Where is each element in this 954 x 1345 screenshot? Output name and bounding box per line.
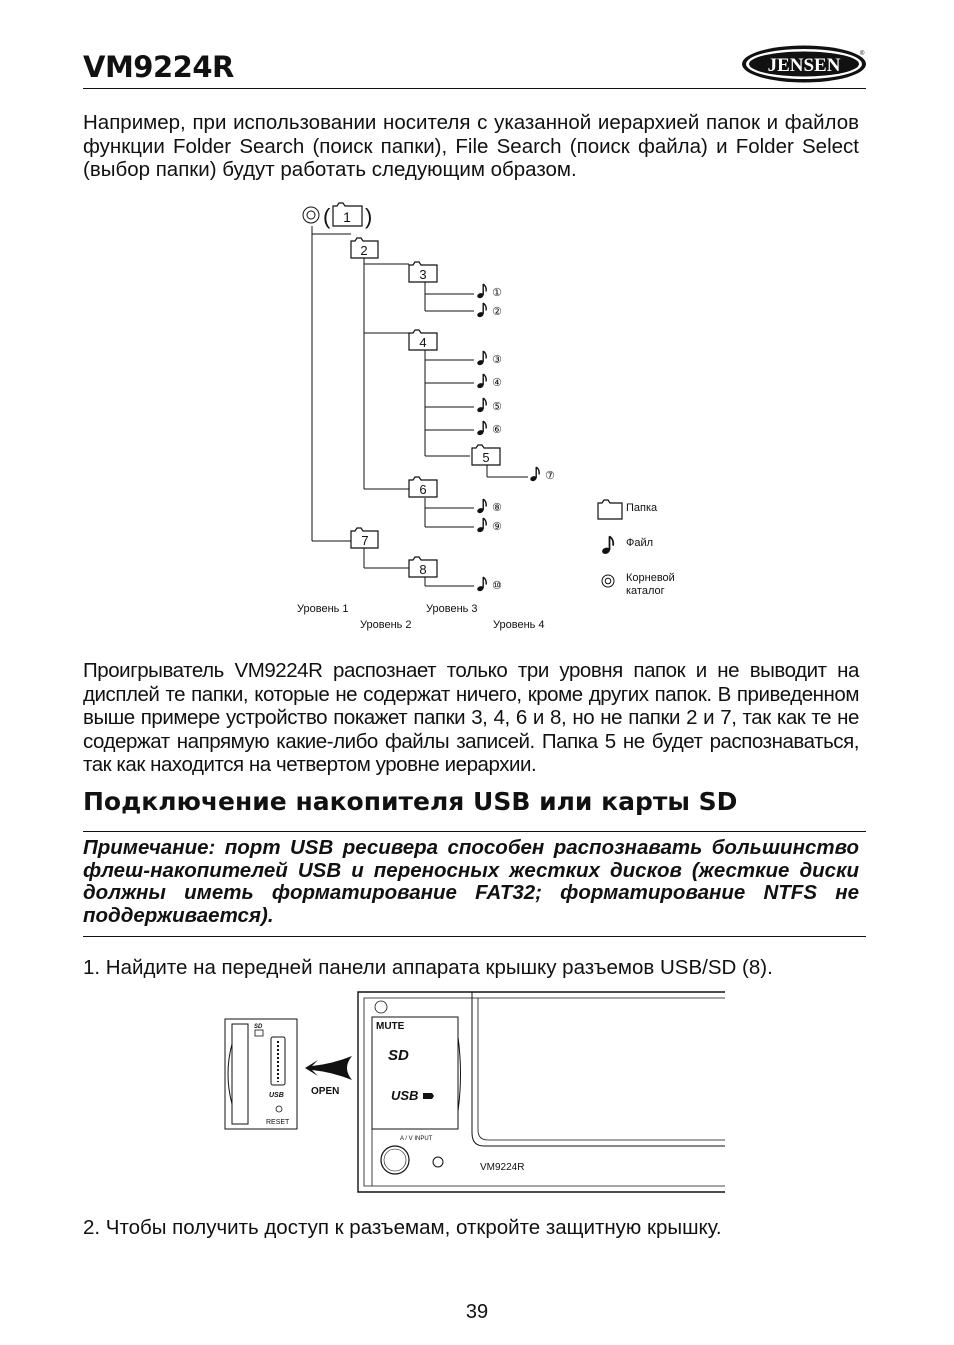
section-heading: Подключение накопителя USB или карты SD: [83, 787, 738, 816]
sd-logo: SD: [388, 1047, 409, 1064]
av-input-jack: [433, 1157, 443, 1167]
svg-text:4: 4: [419, 335, 427, 350]
usb-note: Примечание: порт USB ресивера способен распознавать большинство флеш-накопителей USB и переносных жестких дисков (жесткие диски должны иметь форматирование FAT32; форматирование NTFS не поддерживается).: [83, 836, 859, 927]
mute-label: MUTE: [376, 1021, 405, 1032]
levels-paragraph: Проигрыватель VM9224R распознает только три уровня папок и не выводит на дисплей те папки, которые не содержат ничего, кроме других папок. В приведенном выше примере устройство покажет папки 3, 4, 6 и 8, но не папки 2 и 7, так как те не содержат напрямую какие-либо файлы записей. Папка 5 не будет распознаваться, так как находится на четвертом уровне иерархии.: [83, 659, 859, 776]
open-arrow-icon: [305, 1056, 352, 1080]
level-label: Уровень 2: [360, 619, 412, 631]
level-label: Уровень 3: [426, 603, 478, 615]
svg-text:②: ②: [492, 306, 502, 318]
svg-text:®: ®: [860, 51, 865, 57]
av-input-label: A / V INPUT: [400, 1136, 433, 1142]
svg-text:④: ④: [492, 377, 502, 389]
page-number: 39: [465, 1301, 489, 1323]
sd-small-label: SD: [254, 1024, 263, 1030]
usb-logo: USB: [391, 1088, 419, 1103]
svg-text:⑤: ⑤: [492, 401, 502, 413]
sd-slot-icon: [255, 1030, 263, 1036]
legend-root-label: Корневой: [626, 572, 675, 584]
svg-text:JENSEN: JENSEN: [767, 55, 841, 76]
svg-text:⑩: ⑩: [492, 580, 502, 592]
svg-text:(: (: [323, 204, 331, 229]
head-unit: [358, 992, 725, 1192]
step-1: 1. Найдите на передней панели аппарата крышку разъемов USB/SD (8).: [83, 956, 773, 979]
usb-sd-cover: [225, 1019, 297, 1129]
intro-paragraph: Например, при использовании носителя с указанной иерархией папок и файлов функции Folder Search (поиск папки), File Search (поиск файла) и Folder Select (выбор папки) будут работать следующим образом.: [83, 111, 859, 181]
svg-text:5: 5: [482, 450, 490, 465]
svg-text:⑦: ⑦: [545, 470, 555, 482]
svg-text:③: ③: [492, 354, 502, 366]
svg-text:⑨: ⑨: [492, 521, 502, 533]
legend-file-label: Файл: [626, 537, 654, 549]
svg-text:⑧: ⑧: [492, 502, 502, 514]
usb-sd-cover-closed: [372, 1017, 458, 1129]
level-label: Уровень 4: [493, 619, 545, 631]
step-2: 2. Чтобы получить доступ к разъемам, откройте защитную крышку.: [83, 1216, 722, 1239]
open-label: OPEN: [311, 1086, 340, 1097]
svg-text:2: 2: [360, 243, 368, 258]
svg-text:8: 8: [419, 562, 427, 577]
svg-text:6: 6: [419, 482, 427, 497]
usb-small-label: USB: [269, 1092, 284, 1099]
model-title: VM9224R: [83, 50, 234, 84]
svg-text:1: 1: [343, 209, 351, 225]
svg-text:⑥: ⑥: [492, 424, 502, 436]
svg-text:①: ①: [492, 287, 502, 299]
level-label: Уровень 1: [297, 603, 349, 615]
mute-button: [375, 1001, 387, 1013]
svg-text:): ): [365, 204, 373, 229]
legend-folder-label: Папка: [626, 502, 658, 514]
reset-label: RESET: [266, 1119, 290, 1126]
svg-text:3: 3: [419, 267, 427, 282]
device-model-label: VM9224R: [480, 1162, 525, 1173]
svg-text:7: 7: [361, 533, 369, 548]
legend-root-label-2: каталог: [626, 585, 665, 597]
